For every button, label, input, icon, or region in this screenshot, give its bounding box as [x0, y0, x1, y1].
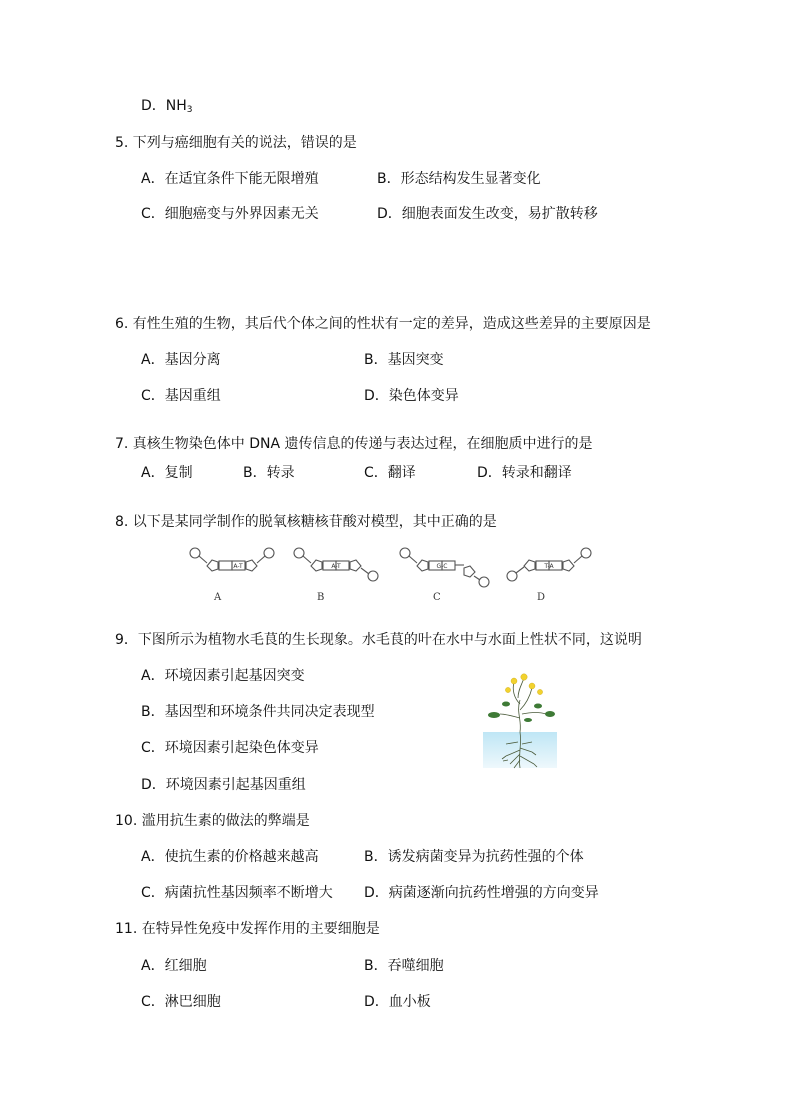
model-a-pair-text: A-T: [233, 563, 243, 570]
q6-option-a: A．基因分离: [141, 352, 221, 368]
q10-option-a: A．使抗生素的价格越来越高: [141, 849, 319, 865]
q5-option-b: B．形态结构发生显著变化: [377, 171, 541, 187]
q11-option-b: B．吞噬细胞: [364, 958, 444, 974]
q11-option-a: A．红细胞: [141, 958, 207, 974]
q5-option-d: D．细胞表面发生改变，易扩散转移: [377, 206, 598, 222]
q5-option-c: C．细胞癌变与外界因素无关: [141, 206, 319, 222]
nucleotide-pair-model-d: [505, 546, 595, 582]
model-b-pair-text: A-T: [331, 563, 341, 570]
q11-option-c: C．淋巴细胞: [141, 994, 221, 1010]
nucleotide-pair-model-b: [292, 546, 382, 582]
q9-option-d: D．环境因素引起基因重组: [141, 777, 306, 793]
nucleotide-pair-model-c: [398, 546, 493, 586]
model-c-label: C: [433, 592, 441, 603]
q6-option-c: C．基因重组: [141, 388, 221, 404]
q7-option-a: A．复制: [141, 465, 193, 481]
q9-stem: 9．下图所示为植物水毛茛的生长现象。水毛茛的叶在水中与水面上性状不同，这说明: [115, 632, 642, 648]
q7-option-c: C．翻译: [364, 465, 416, 481]
model-a-label: A: [214, 592, 222, 603]
water-buttercup-illustration: [480, 670, 560, 770]
q7-option-b: B．转录: [243, 465, 295, 481]
model-d-pair-text: T-A: [544, 563, 554, 570]
q9-option-b: B．基因型和环境条件共同决定表现型: [141, 704, 375, 720]
q4-option-d: [141, 97, 193, 119]
q10-option-c: C．病菌抗性基因频率不断增大: [141, 885, 333, 901]
q4-option-d-subscript: 3: [186, 105, 193, 115]
q11-stem: 11. 在特异性免疫中发挥作用的主要细胞是: [115, 921, 380, 937]
q7-stem: 7. 真核生物染色体中 DNA 遗传信息的传递与表达过程，在细胞质中进行的是: [115, 436, 593, 452]
model-b-label: B: [317, 592, 325, 603]
q11-option-d: D．血小板: [364, 994, 431, 1010]
q6-option-d: D．染色体变异: [364, 388, 459, 404]
q5-option-a: A．在适宜条件下能无限增殖: [141, 171, 319, 187]
q6-option-b: B．基因突变: [364, 352, 444, 368]
q9-option-c: C．环境因素引起染色体变异: [141, 740, 319, 756]
q6-stem: 6. 有性生殖的生物，其后代个体之间的性状有一定的差异，造成这些差异的主要原因是: [115, 316, 651, 332]
q10-stem: 10. 滥用抗生素的做法的弊端是: [115, 813, 310, 829]
q8-stem: 8. 以下是某同学制作的脱氧核糖核苷酸对模型，其中正确的是: [115, 514, 497, 530]
q9-option-a: A．环境因素引起基因突变: [141, 668, 305, 684]
q7-option-d: D．转录和翻译: [477, 465, 572, 481]
model-c-pair-text: G-C: [436, 563, 448, 570]
q5-stem: 5. 下列与癌细胞有关的说法，错误的是: [115, 135, 357, 151]
q10-option-d: D．病菌逐渐向抗药性增强的方向变异: [364, 885, 599, 901]
nucleotide-pair-model-a: [188, 546, 278, 582]
q10-option-b: B．诱发病菌变异为抗药性强的个体: [364, 849, 584, 865]
q4-option-d-text: D．NH: [141, 98, 187, 114]
model-d-label: D: [537, 592, 546, 603]
